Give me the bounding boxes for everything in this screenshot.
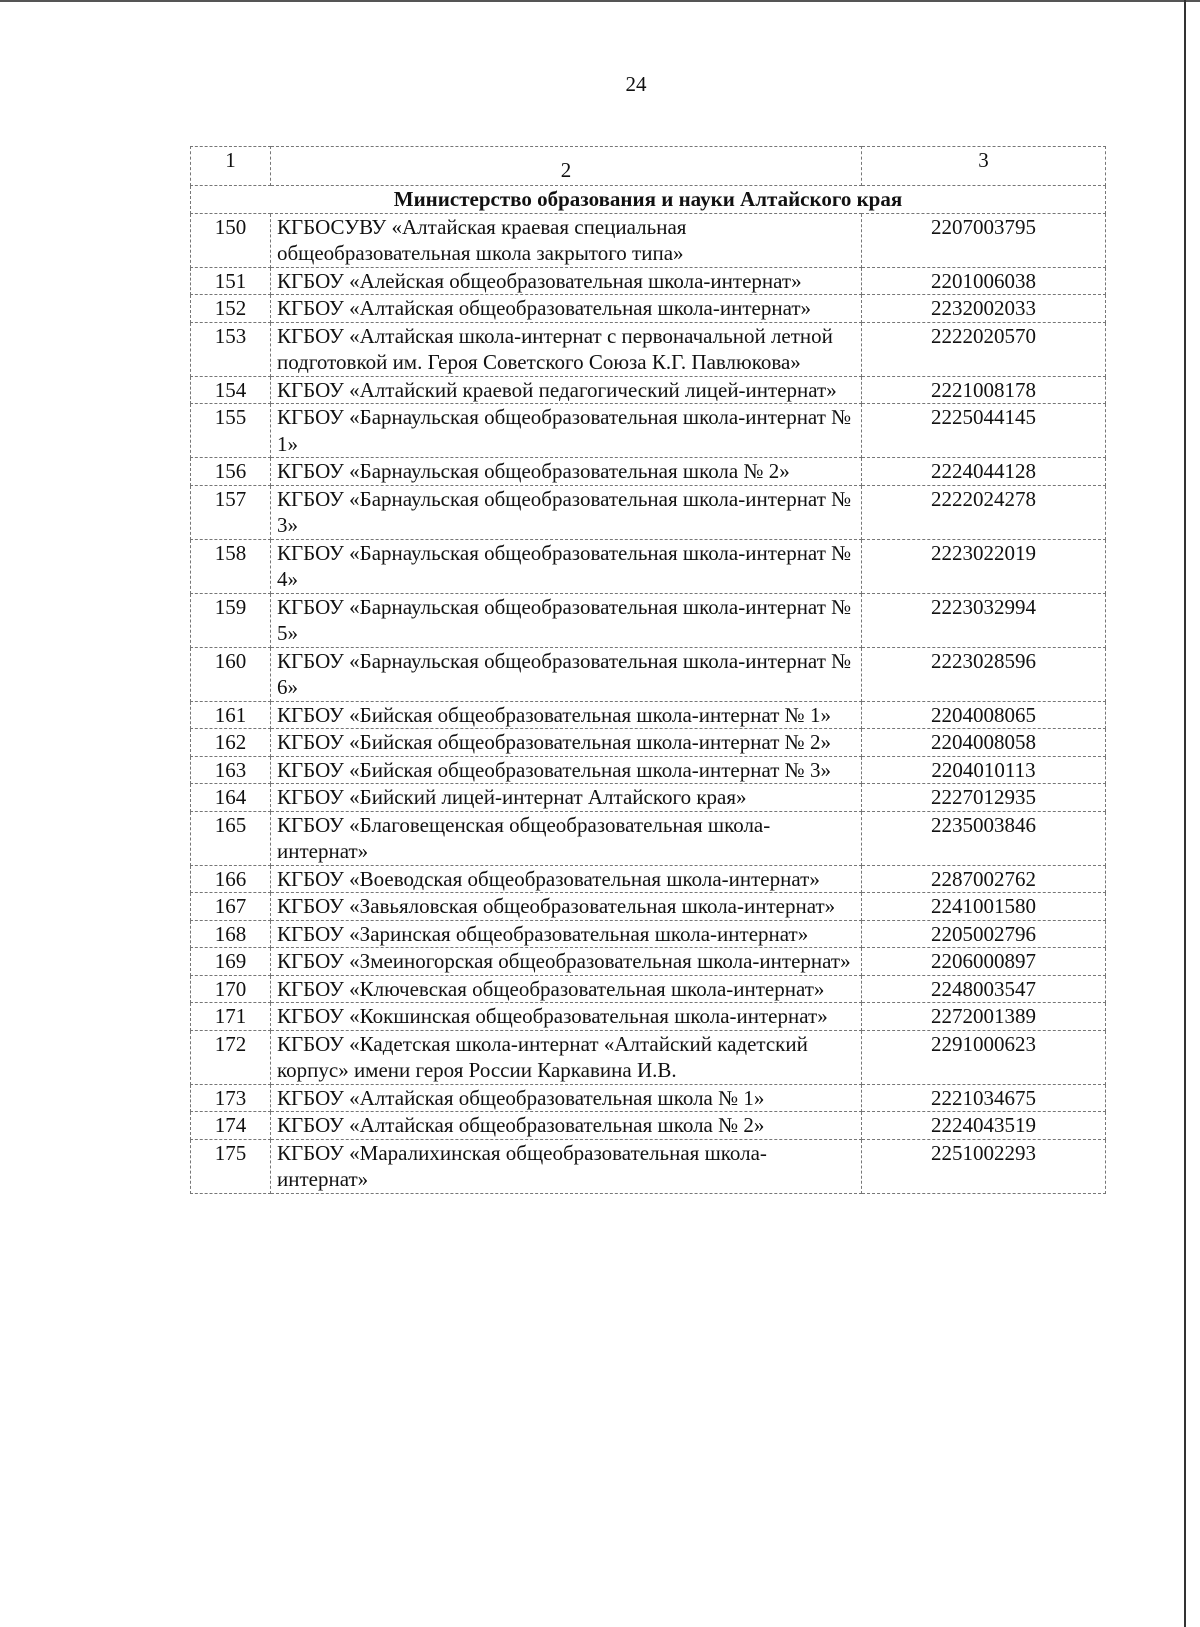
table-row: [191, 647, 1106, 701]
row-number: 159: [191, 593, 271, 647]
organization-name: КГБОУ «Барнаульская общеобразовательная школа-интернат № 5»: [271, 593, 862, 647]
organization-name: КГБОУ «Кокшинская общеобразовательная школа-интернат»: [271, 1003, 862, 1031]
organization-name: КГБОУ «Алтайский краевой педагогический лицей-интернат»: [271, 376, 862, 404]
table-row: [191, 1003, 1106, 1031]
organization-name: КГБОУ «Бийская общеобразовательная школа-интернат № 2»: [271, 729, 862, 757]
row-number: 173: [191, 1084, 271, 1112]
organization-name: КГБОУ «Барнаульская общеобразовательная школа-интернат № 3»: [271, 485, 862, 539]
organization-name: КГБОУ «Алтайская общеобразовательная школа-интернат»: [271, 295, 862, 323]
section-title: Министерство образования и науки Алтайского края: [191, 186, 1106, 214]
organization-name: КГБОСУВУ «Алтайская краевая специальная общеобразовательная школа закрытого типа»: [271, 213, 862, 267]
inn-code: 2207003795: [862, 213, 1106, 267]
organization-name: КГБОУ «Алтайская общеобразовательная школа № 1»: [271, 1084, 862, 1112]
organization-name: КГБОУ «Бийская общеобразовательная школа-интернат № 3»: [271, 756, 862, 784]
inn-code: 2287002762: [862, 865, 1106, 893]
organization-name: КГБОУ «Воеводская общеобразовательная школа-интернат»: [271, 865, 862, 893]
table-body: [191, 213, 1106, 1193]
row-number: 160: [191, 647, 271, 701]
inn-code: 2241001580: [862, 893, 1106, 921]
row-number: 155: [191, 404, 271, 458]
table-row: [191, 593, 1106, 647]
row-number: 154: [191, 376, 271, 404]
inn-code: 2222024278: [862, 485, 1106, 539]
organization-name: КГБОУ «Кадетская школа-интернат «Алтайский кадетский корпус» имени героя России Каркавина И.В.: [271, 1030, 862, 1084]
table-row: [191, 865, 1106, 893]
table-row: [191, 920, 1106, 948]
organization-name: КГБОУ «Барнаульская общеобразовательная школа-интернат № 4»: [271, 539, 862, 593]
table-row: [191, 322, 1106, 376]
table-row: [191, 295, 1106, 323]
scan-edge-top: [0, 0, 1200, 8]
inn-code: 2222020570: [862, 322, 1106, 376]
inn-code: 2223022019: [862, 539, 1106, 593]
table-row: [191, 267, 1106, 295]
inn-code: 2248003547: [862, 975, 1106, 1003]
table-row: [191, 1112, 1106, 1140]
row-number: 151: [191, 267, 271, 295]
inn-code: 2206000897: [862, 948, 1106, 976]
scan-edge-right: [1184, 0, 1186, 1627]
row-number: 162: [191, 729, 271, 757]
table-header-row: [191, 147, 1106, 186]
page-number: 24: [625, 72, 647, 96]
table-row: [191, 811, 1106, 865]
row-number: 169: [191, 948, 271, 976]
table-row: [191, 539, 1106, 593]
table-row: [191, 729, 1106, 757]
organization-name: КГБОУ «Маралихинская общеобразовательная школа-интернат»: [271, 1139, 862, 1193]
organization-name: КГБОУ «Барнаульская общеобразовательная школа № 2»: [271, 458, 862, 486]
inn-code: 2204008065: [862, 701, 1106, 729]
row-number: 165: [191, 811, 271, 865]
row-number: 163: [191, 756, 271, 784]
row-number: 161: [191, 701, 271, 729]
inn-code: 2204010113: [862, 756, 1106, 784]
row-number: 172: [191, 1030, 271, 1084]
column-header-2: 2: [271, 147, 862, 186]
organization-name: КГБОУ «Завьяловская общеобразовательная школа-интернат»: [271, 893, 862, 921]
inn-code: 2225044145: [862, 404, 1106, 458]
table-row: [191, 1084, 1106, 1112]
inn-code: 2205002796: [862, 920, 1106, 948]
table-row: [191, 701, 1106, 729]
table-row: [191, 948, 1106, 976]
table-row: [191, 893, 1106, 921]
organization-name: КГБОУ «Бийская общеобразовательная школа-интернат № 1»: [271, 701, 862, 729]
organization-name: КГБОУ «Ключевская общеобразовательная школа-интернат»: [271, 975, 862, 1003]
inn-code: 2272001389: [862, 1003, 1106, 1031]
inn-code: 2224044128: [862, 458, 1106, 486]
organization-name: КГБОУ «Змеиногорская общеобразовательная школа-интернат»: [271, 948, 862, 976]
table-row: [191, 1030, 1106, 1084]
row-number: 150: [191, 213, 271, 267]
row-number: 153: [191, 322, 271, 376]
inn-code: 2224043519: [862, 1112, 1106, 1140]
row-number: 166: [191, 865, 271, 893]
organization-name: КГБОУ «Барнаульская общеобразовательная школа-интернат № 1»: [271, 404, 862, 458]
row-number: 156: [191, 458, 271, 486]
inn-code: 2201006038: [862, 267, 1106, 295]
row-number: 158: [191, 539, 271, 593]
organization-name: КГБОУ «Барнаульская общеобразовательная школа-интернат № 6»: [271, 647, 862, 701]
row-number: 175: [191, 1139, 271, 1193]
table-row: [191, 485, 1106, 539]
row-number: 168: [191, 920, 271, 948]
table-row: [191, 213, 1106, 267]
table-row: [191, 458, 1106, 486]
row-number: 164: [191, 784, 271, 812]
inn-code: 2251002293: [862, 1139, 1106, 1193]
row-number: 167: [191, 893, 271, 921]
organization-name: КГБОУ «Заринская общеобразовательная школа-интернат»: [271, 920, 862, 948]
row-number: 174: [191, 1112, 271, 1140]
inn-code: 2291000623: [862, 1030, 1106, 1084]
table-row: [191, 756, 1106, 784]
row-number: 152: [191, 295, 271, 323]
organization-name: КГБОУ «Бийский лицей-интернат Алтайского края»: [271, 784, 862, 812]
inn-code: 2204008058: [862, 729, 1106, 757]
table-row: [191, 1139, 1106, 1193]
inn-code: 2232002033: [862, 295, 1106, 323]
inn-code: 2235003846: [862, 811, 1106, 865]
table-row: [191, 975, 1106, 1003]
row-number: 157: [191, 485, 271, 539]
inn-code: 2227012935: [862, 784, 1106, 812]
table-row: [191, 784, 1106, 812]
registry-table: [190, 146, 1106, 1194]
row-number: 171: [191, 1003, 271, 1031]
section-row: [191, 186, 1106, 214]
row-number: 170: [191, 975, 271, 1003]
organization-name: КГБОУ «Алейская общеобразовательная школа-интернат»: [271, 267, 862, 295]
column-header-3: 3: [862, 147, 1106, 186]
inn-code: 2221034675: [862, 1084, 1106, 1112]
organization-name: КГБОУ «Алтайская общеобразовательная школа № 2»: [271, 1112, 862, 1140]
inn-code: 2223032994: [862, 593, 1106, 647]
inn-code: 2221008178: [862, 376, 1106, 404]
organization-name: КГБОУ «Благовещенская общеобразовательная школа-интернат»: [271, 811, 862, 865]
organization-name: КГБОУ «Алтайская школа-интернат с первоначальной летной подготовкой им. Героя Советского Союза К.Г. Павлюкова»: [271, 322, 862, 376]
table-row: [191, 376, 1106, 404]
table-row: [191, 404, 1106, 458]
column-header-1: 1: [191, 147, 271, 186]
inn-code: 2223028596: [862, 647, 1106, 701]
